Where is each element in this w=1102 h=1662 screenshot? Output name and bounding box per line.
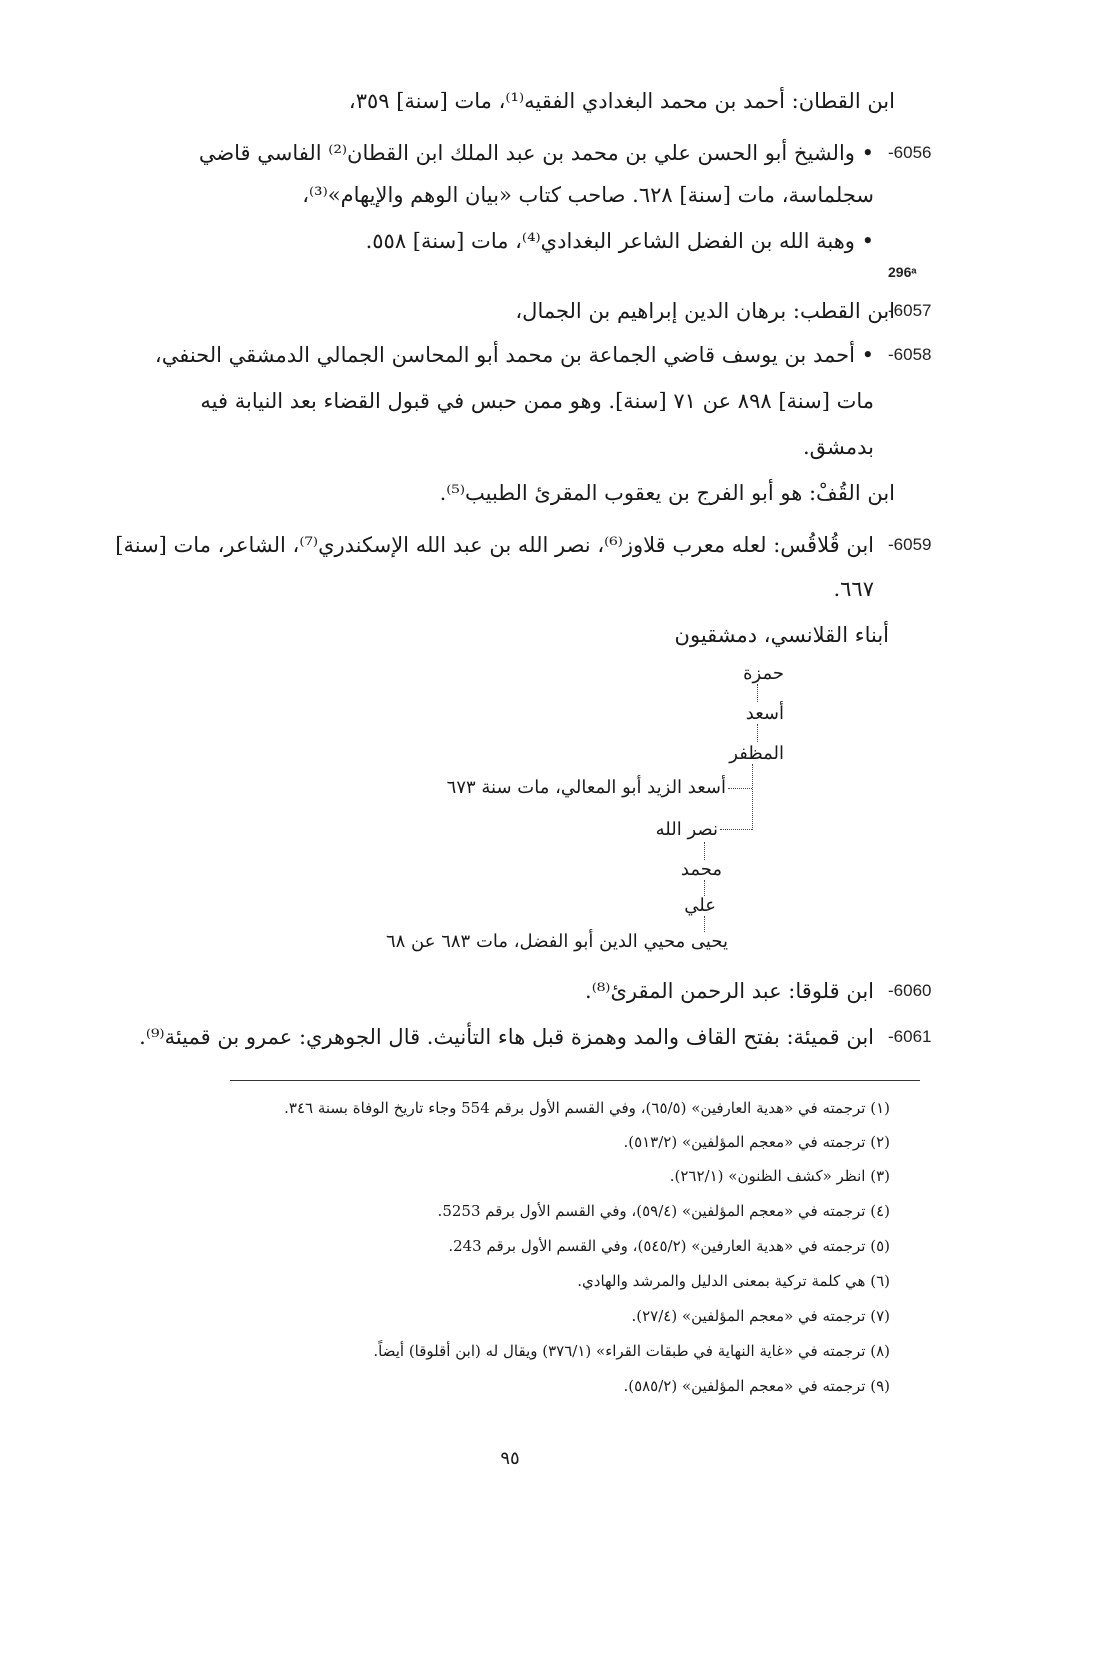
- footnote-3: (٣) انظر «كشف الظنون» (٢٦٢/١).: [669, 1167, 890, 1185]
- tree-node-asad: أسعد: [745, 703, 784, 724]
- entry-6058-line-3: بدمشق.: [802, 435, 874, 459]
- footnote-separator: [230, 1080, 920, 1081]
- footnote-7: (٧) ترجمته في «معجم المؤلفين» (٢٧/٤).: [631, 1307, 890, 1325]
- footnote-4: (٤) ترجمته في «معجم المؤلفين» (٥٩/٤)، وفي القسم الأول برقم 5253.: [437, 1202, 890, 1220]
- entry-ibn-al-quff-line: ابن القُفْ: هو أبو الفرج بن يعقوب المقرئ الطبيب⁽⁵⁾.: [439, 481, 895, 505]
- footnote-1: (١) ترجمته في «هدية العارفين» (٦٥/٥)، وفي القسم الأول برقم 554 وجاء تاريخ الوفاة بسنة ٣٤٦.: [284, 1099, 890, 1117]
- entry-number-6061: -6061: [888, 1027, 932, 1046]
- tree-node-yahya: يحيى محيي الدين أبو الفضل، مات ٦٨٣ عن ٦٨: [385, 931, 728, 952]
- entry-number-6056: -6056: [888, 143, 932, 162]
- tree-node-ali: علي: [684, 895, 716, 916]
- entry-number-6058: -6058: [888, 345, 932, 364]
- family-tree-title: أبناء القلانسي، دمشقيون: [674, 623, 889, 647]
- tree-node-muhammad: محمد: [680, 859, 722, 880]
- entry-number-6060: -6060: [888, 981, 932, 1000]
- tree-connector: [757, 684, 758, 702]
- tree-connector: [757, 724, 758, 742]
- footnote-9: (٩) ترجمته في «معجم المؤلفين» (٥٨٥/٢).: [623, 1377, 890, 1395]
- tree-connector: [720, 829, 752, 830]
- entry-6056-line-3: • وهبة الله بن الفضل الشاعر البغدادي⁽⁴⁾، مات [سنة] ٥٥٨.: [365, 229, 874, 253]
- tree-node-asad-al-zayd: أسعد الزيد أبو المعالي، مات سنة ٦٧٣: [446, 777, 726, 798]
- entry-number-6057: -6057: [888, 301, 932, 320]
- footnote-5: (٥) ترجمته في «هدية العارفين» (٥٤٥/٢)، وفي القسم الأول برقم 243.: [448, 1237, 890, 1255]
- entry-number-6059: -6059: [888, 535, 932, 554]
- footnote-8: (٨) ترجمته في «غاية النهاية في طبقات القراء» (٣٧٦/١) ويقال له (ابن أقلوقا) أيضاً.: [373, 1342, 890, 1360]
- tree-connector: [728, 788, 752, 789]
- tree-node-hamza: حمزة: [743, 663, 784, 684]
- entry-6060-line: ابن قلوقا: عبد الرحمن المقرئ⁽⁸⁾.: [585, 979, 874, 1003]
- entry-6058-line-2: مات [سنة] ٨٩٨ عن ٧١ [سنة]. وهو ممن حبس في قبول القضاء بعد النيابة فيه: [200, 389, 874, 413]
- page-number: ٩٥: [500, 1448, 520, 1469]
- entry-ibn-al-qattan-line: ابن القطان: أحمد بن محمد البغدادي الفقيه⁽¹⁾، مات [سنة] ٣٥٩،: [348, 89, 895, 113]
- footnote-2: (٢) ترجمته في «معجم المؤلفين» (٥١٣/٢).: [623, 1133, 890, 1151]
- entry-6059-line-1: ابن قُلاقُس: لعله معرب قلاوز⁽⁶⁾، نصر الله بن عبد الله الإسكندري⁽⁷⁾، الشاعر، مات [سنة]: [115, 533, 874, 557]
- entry-6061-line: ابن قميئة: بفتح القاف والمد وهمزة قبل هاء التأنيث. قال الجوهري: عمرو بن قميئة⁽⁹⁾.: [139, 1025, 874, 1049]
- tree-node-muzaffar: المظفر: [729, 743, 784, 764]
- footnote-6: (٦) هي كلمة تركية بمعنى الدليل والمرشد والهادي.: [577, 1272, 890, 1290]
- folio-marker: 296ᵃ: [888, 264, 917, 280]
- entry-6058-line-1: • أحمد بن يوسف قاضي الجماعة بن محمد أبو المحاسن الجمالي الدمشقي الحنفي،: [154, 343, 874, 367]
- entry-6057-line: ابن القطب: برهان الدين إبراهيم بن الجمال،: [515, 299, 895, 323]
- entry-6056-line-1: • والشيخ أبو الحسن علي بن محمد بن عبد الملك ابن القطان⁽²⁾ الفاسي قاضي: [198, 141, 874, 165]
- tree-branch-connector: [752, 764, 753, 830]
- entry-6056-line-2: سجلماسة، مات [سنة] ٦٢٨. صاحب كتاب «بيان الوهم والإيهام»⁽³⁾،: [302, 183, 874, 207]
- entry-6059-line-2: ٦٦٧.: [833, 577, 874, 601]
- tree-node-nasrallah: نصر الله: [655, 819, 718, 840]
